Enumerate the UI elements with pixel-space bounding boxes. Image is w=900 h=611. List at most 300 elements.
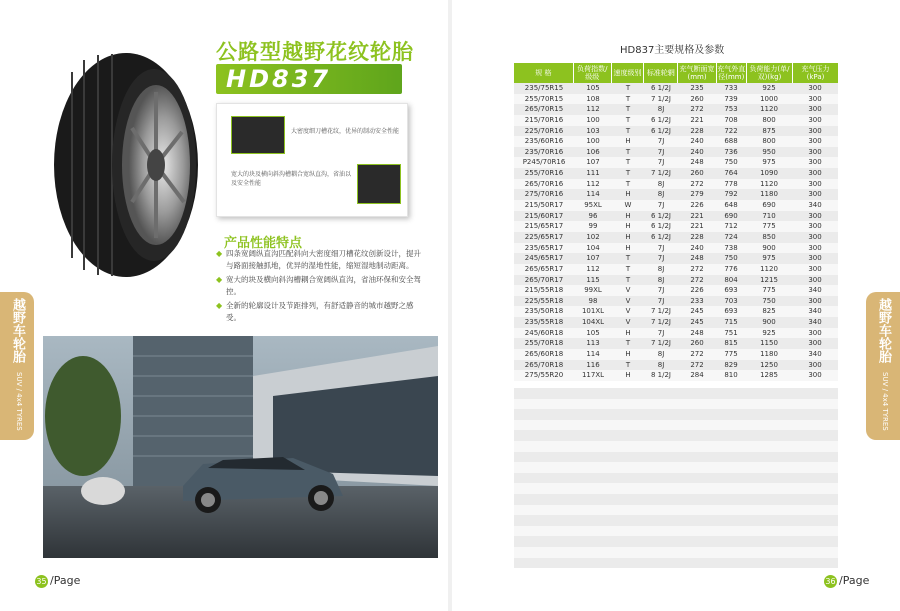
page-number-badge: 36 [825, 576, 836, 586]
table-cell: 226 [690, 286, 704, 295]
table-cell: 753 [724, 105, 738, 114]
table-cell: 228 [690, 126, 704, 135]
table-cell: 750 [762, 296, 776, 305]
table-cell: V [625, 318, 631, 327]
table-row [514, 349, 838, 360]
table-cell: 825 [762, 307, 776, 316]
table-cell: 275/70R16 [524, 190, 564, 199]
empty-table-row [514, 515, 838, 526]
empty-table-row [514, 558, 838, 569]
feature-item: ◆ 宽大的块及横向斜沟槽耦合宽阔纵直沟，省油环保和安全驾控。 [216, 275, 421, 296]
table-cell: 279 [690, 190, 704, 199]
table-cell: 7 1/2J [650, 94, 671, 103]
table-cell: 235/60R16 [524, 137, 564, 146]
table-cell: 115 [586, 275, 600, 284]
table-cell: 733 [724, 84, 738, 92]
table-row [514, 83, 838, 94]
table-cell: H [625, 211, 631, 220]
table-cell: 245/60R18 [524, 328, 564, 337]
table-cell: 1090 [760, 169, 778, 178]
table-cell: 800 [762, 137, 776, 146]
table-cell: T [625, 339, 631, 348]
table-cell: T [625, 179, 631, 188]
table-cell: 775 [762, 222, 776, 231]
table-cell: 260 [690, 169, 704, 178]
table-cell: 99XL [584, 286, 602, 295]
table-row [514, 370, 838, 381]
table-row [514, 221, 838, 232]
table-cell: 722 [724, 126, 738, 135]
table-cell: 111 [586, 169, 600, 178]
table-cell: 7J [657, 254, 665, 263]
tire-image [52, 52, 200, 278]
table-cell: 8J [657, 264, 665, 273]
table-cell: 693 [724, 286, 738, 295]
table-row [514, 285, 838, 296]
tread-caption: 宽大的块及横向斜沟槽耦合宽纵直沟，省油以及安全性能 [231, 171, 352, 187]
table-cell: T [625, 275, 631, 284]
table-cell: 1215 [760, 275, 778, 284]
table-cell: 255/70R18 [524, 339, 564, 348]
table-cell: 112 [586, 105, 600, 114]
table-cell: 104 [586, 243, 600, 252]
table-cell: 1250 [760, 360, 778, 369]
table-cell: 775 [724, 350, 738, 359]
table-cell: 100 [586, 115, 600, 124]
table-cell: 690 [762, 201, 776, 210]
table-cell: 265/65R17 [524, 264, 564, 273]
table-cell: 98 [588, 296, 598, 305]
table-cell: H [625, 137, 631, 146]
table-cell: 6 1/2J [650, 126, 671, 135]
table-cell: 712 [724, 222, 738, 231]
table-row [514, 232, 838, 243]
category-tab-title: 越野车轮胎 [10, 298, 25, 363]
table-cell: 7J [657, 286, 665, 295]
table-row [514, 306, 838, 317]
table-cell: H [625, 350, 631, 359]
table-cell: 6 1/2J [650, 232, 671, 241]
table-cell: 248 [690, 328, 704, 337]
table-cell: 226 [690, 201, 704, 210]
table-header-cell: 负荷能力(单/双)(kg) [747, 63, 793, 83]
table-header-cell: 规 格 [514, 63, 574, 83]
table-row [514, 157, 838, 168]
table-cell: 221 [690, 222, 704, 231]
table-cell: 272 [690, 350, 704, 359]
table-header-cell: 充气断面宽(mm) [678, 63, 716, 83]
empty-table-row [514, 473, 838, 484]
table-row [514, 179, 838, 190]
table-cell: 265/70R18 [524, 360, 564, 369]
table-cell: 215/60R17 [524, 211, 564, 220]
table-cell: 804 [724, 275, 738, 284]
table-cell: 6 1/2J [650, 115, 671, 124]
table-cell: 340 [808, 307, 822, 316]
empty-table-row [514, 462, 838, 473]
table-cell: 255/70R15 [524, 94, 564, 103]
table-cell: 300 [808, 137, 822, 146]
tread-detail-box [216, 103, 408, 217]
table-row [514, 200, 838, 211]
table-cell: 300 [808, 296, 822, 305]
table-cell: 300 [808, 115, 822, 124]
table-cell: 8J [657, 360, 665, 369]
table-cell: 300 [808, 222, 822, 231]
table-row [514, 264, 838, 275]
table-cell: 693 [724, 307, 738, 316]
table-cell: T [625, 264, 631, 273]
table-cell: 8J [657, 350, 665, 359]
table-cell: T [625, 158, 631, 167]
table-cell: H [625, 232, 631, 241]
table-row [514, 253, 838, 264]
table-cell: 1000 [760, 94, 778, 103]
table-cell: 300 [808, 254, 822, 263]
table-cell: 265/70R16 [524, 179, 564, 188]
table-cell: 736 [724, 147, 738, 156]
table-cell: 1285 [760, 371, 778, 380]
page-number-right [824, 574, 869, 588]
table-row [514, 275, 838, 286]
table-cell: 114 [586, 190, 600, 199]
table-cell: 829 [724, 360, 738, 369]
table-row [514, 168, 838, 179]
table-cell: T [625, 126, 631, 135]
table-cell: P245/70R16 [522, 158, 566, 167]
empty-table-row [514, 526, 838, 537]
table-cell: 284 [690, 371, 704, 380]
table-cell: 340 [808, 350, 822, 359]
table-cell: 300 [808, 94, 822, 103]
empty-table-row [514, 420, 838, 431]
table-cell: 708 [724, 115, 738, 124]
table-cell: 300 [808, 328, 822, 337]
table-cell: 703 [724, 296, 738, 305]
table-cell: 7 1/2J [650, 169, 671, 178]
table-cell: 340 [808, 201, 822, 210]
table-row [514, 243, 838, 254]
table-cell: 300 [808, 179, 822, 188]
table-cell: 7 1/2J [650, 339, 671, 348]
table-cell: 710 [762, 211, 776, 220]
table-cell: 235/50R18 [524, 307, 564, 316]
table-cell: 975 [762, 158, 776, 167]
table-cell: 7J [657, 243, 665, 252]
table-cell: 8J [657, 190, 665, 199]
table-row [514, 211, 838, 222]
table-cell: 300 [808, 147, 822, 156]
table-cell: 117XL [581, 371, 605, 380]
table-cell: 300 [808, 232, 822, 241]
page-label: /Page [839, 574, 870, 587]
table-cell: 99 [588, 222, 598, 231]
table-cell: 751 [724, 328, 738, 337]
table-cell: 300 [808, 211, 822, 220]
empty-table-row [514, 547, 838, 558]
table-cell: 245 [690, 318, 704, 327]
table-cell: 750 [724, 158, 738, 167]
table-cell: 235/75R15 [524, 84, 564, 92]
table-cell: 245 [690, 307, 704, 316]
table-row [514, 296, 838, 307]
table-cell: 739 [724, 94, 738, 103]
table-empty-rows [514, 388, 838, 568]
table-cell: 100 [586, 137, 600, 146]
table-cell: 102 [586, 232, 600, 241]
table-cell: 240 [690, 137, 704, 146]
spec-table [514, 63, 838, 381]
page-number-left [35, 574, 80, 588]
table-cell: W [624, 201, 632, 210]
table-cell: 96 [588, 211, 598, 220]
table-header-cell: 速度级别 [612, 63, 644, 83]
table-cell: 724 [724, 232, 738, 241]
table-cell: 7J [657, 137, 665, 146]
table-cell: 6 1/2J [650, 84, 671, 92]
table-cell: 225/70R16 [524, 126, 564, 135]
table-cell: 221 [690, 211, 704, 220]
table-cell: 900 [762, 243, 776, 252]
table-cell: T [625, 169, 631, 178]
table-cell: 272 [690, 360, 704, 369]
table-cell: 7J [657, 328, 665, 337]
table-cell: 300 [808, 105, 822, 114]
table-cell: 340 [808, 286, 822, 295]
table-cell: 108 [586, 94, 600, 103]
table-cell: T [625, 147, 631, 156]
table-cell: 776 [724, 264, 738, 273]
table-cell: 300 [808, 264, 822, 273]
table-cell: 810 [724, 371, 738, 380]
diamond-bullet-icon: ◆ [216, 275, 223, 284]
table-cell: 272 [690, 275, 704, 284]
feature-item: ◆ 全新的轮廓设计及节距排列，有舒适静音的城市越野之感受。 [216, 301, 414, 322]
table-cell: 225/65R17 [524, 232, 564, 241]
table-cell: 778 [724, 179, 738, 188]
table-cell: 6 1/2J [650, 222, 671, 231]
table-cell: 688 [724, 137, 738, 146]
table-cell: 340 [808, 318, 822, 327]
table-cell: 272 [690, 264, 704, 273]
table-cell: 221 [690, 115, 704, 124]
table-cell: V [625, 307, 631, 316]
table-header-cell: 标准轮辋 [644, 63, 678, 83]
diamond-bullet-icon: ◆ [216, 249, 223, 258]
table-row [514, 136, 838, 147]
spec-table-title: HD837主要规格及参数 [620, 45, 725, 56]
table-row [514, 328, 838, 339]
table-cell: 764 [724, 169, 738, 178]
empty-table-row [514, 452, 838, 463]
table-cell: 240 [690, 147, 704, 156]
table-cell: 850 [762, 232, 776, 241]
table-row [514, 189, 838, 200]
table-cell: 7 1/2J [650, 307, 671, 316]
table-cell: 300 [808, 126, 822, 135]
table-cell: 815 [724, 339, 738, 348]
category-tab-right [866, 292, 900, 440]
table-cell: 245/65R17 [524, 254, 564, 263]
table-cell: 104XL [581, 318, 605, 327]
table-cell: 265/70R15 [524, 105, 564, 114]
table-cell: 114 [586, 350, 600, 359]
table-cell: 233 [690, 296, 704, 305]
table-cell: 8J [657, 105, 665, 114]
page-gutter [448, 0, 452, 611]
table-cell: 800 [762, 115, 776, 124]
table-cell: 235/70R16 [524, 147, 564, 156]
table-cell: 738 [724, 243, 738, 252]
table-cell: 975 [762, 254, 776, 263]
table-row [514, 115, 838, 126]
table-cell: 8J [657, 275, 665, 284]
table-cell: 7J [657, 147, 665, 156]
groove-detail-image [357, 164, 401, 204]
table-cell: 275/55R20 [524, 371, 564, 380]
table-cell: H [625, 243, 631, 252]
table-header [514, 63, 838, 83]
diamond-bullet-icon: ◆ [216, 301, 223, 310]
table-row [514, 317, 838, 328]
table-header-cell: 充气外直径(mm) [717, 65, 746, 81]
table-cell: 215/55R18 [524, 286, 564, 295]
empty-table-row [514, 494, 838, 505]
table-cell: 1180 [760, 350, 778, 359]
table-cell: 215/50R17 [524, 201, 564, 210]
table-row [514, 147, 838, 158]
table-cell: 107 [586, 254, 600, 263]
empty-table-row [514, 536, 838, 547]
empty-table-row [514, 483, 838, 494]
table-cell: 116 [586, 360, 600, 369]
table-row [514, 360, 838, 371]
category-tab-subtitle: SUV / 4x4 TYRES [15, 372, 23, 431]
table-cell: 215/70R16 [524, 115, 564, 124]
tread-caption: 大密度细刀槽花纹，优异的制动安全性能 [291, 128, 400, 135]
feature-item: ◆ 四条宽阔纵直沟匹配斜向大密度细刀槽花纹创新设计，提升与路面接触抓地，优异的湿地性能，缩短湿地制动距离。 [216, 249, 421, 270]
table-cell: 101XL [581, 307, 605, 316]
table-cell: T [625, 94, 631, 103]
table-cell: 925 [762, 84, 776, 92]
table-cell: 228 [690, 232, 704, 241]
table-cell: 112 [586, 179, 600, 188]
table-cell: 248 [690, 158, 704, 167]
table-cell: 255/70R16 [524, 169, 564, 178]
table-cell: 792 [724, 190, 738, 199]
table-cell: 248 [690, 254, 704, 263]
table-cell: 215/65R17 [524, 222, 564, 231]
table-cell: T [625, 84, 631, 92]
table-cell: 105 [586, 84, 600, 92]
table-cell: V [625, 296, 631, 305]
table-cell: H [625, 222, 631, 231]
table-cell: 265/70R17 [524, 275, 564, 284]
table-cell: 300 [808, 360, 822, 369]
table-cell: 8 1/2J [650, 371, 671, 380]
table-cell: H [625, 328, 631, 337]
table-cell: 300 [808, 190, 822, 199]
table-cell: 715 [724, 318, 738, 327]
category-tab-left [0, 292, 34, 440]
table-header-cell: 负荷指数/级级 [574, 63, 612, 83]
table-cell: 300 [808, 158, 822, 167]
empty-table-row [514, 430, 838, 441]
table-cell: 7J [657, 201, 665, 210]
table-cell: 300 [808, 84, 822, 92]
table-cell: V [625, 286, 631, 295]
empty-table-row [514, 441, 838, 452]
tread-pattern-image [231, 116, 285, 154]
table-cell: 107 [586, 158, 600, 167]
table-cell: 950 [762, 147, 776, 156]
table-header-cell: 充气压力(kPa) [801, 65, 830, 81]
table-cell: 260 [690, 339, 704, 348]
table-cell: 300 [808, 169, 822, 178]
table-cell: T [625, 360, 631, 369]
table-cell: 260 [690, 94, 704, 103]
table-cell: 300 [808, 339, 822, 348]
empty-table-row [514, 409, 838, 420]
table-cell: 775 [762, 286, 776, 295]
model-name: HD837 [226, 65, 332, 93]
table-cell: 750 [724, 254, 738, 263]
table-row [514, 94, 838, 105]
table-cell: 113 [586, 339, 600, 348]
suv-photo [43, 336, 438, 558]
table-cell: H [625, 190, 631, 199]
table-cell: 875 [762, 126, 776, 135]
table-row [514, 126, 838, 137]
table-cell: 95XL [584, 201, 602, 210]
table-cell: 690 [724, 211, 738, 220]
table-cell: 112 [586, 264, 600, 273]
table-row [514, 104, 838, 115]
table-cell: 8J [657, 179, 665, 188]
table-cell: 900 [762, 318, 776, 327]
table-cell: 272 [690, 179, 704, 188]
table-cell: 925 [762, 328, 776, 337]
category-tab-subtitle: SUV / 4x4 TYRES [881, 372, 889, 431]
table-cell: 103 [586, 126, 600, 135]
features-title: 产品性能特点 [224, 236, 303, 251]
table-cell: 1120 [760, 264, 778, 273]
table-cell: 6 1/2J [650, 211, 671, 220]
table-cell: T [625, 115, 631, 124]
table-cell: 300 [808, 243, 822, 252]
table-cell: 7J [657, 296, 665, 305]
table-cell: 272 [690, 105, 704, 114]
table-cell: T [625, 254, 631, 263]
table-cell: 300 [808, 371, 822, 380]
empty-table-row [514, 388, 838, 399]
category-tab-title: 越野车轮胎 [876, 298, 891, 363]
table-row [514, 338, 838, 349]
table-cell: 235/55R18 [524, 318, 564, 327]
model-banner [216, 64, 402, 94]
table-cell: 1180 [760, 190, 778, 199]
table-cell: 1150 [760, 339, 778, 348]
table-cell: 7 1/2J [650, 318, 671, 327]
page-number-badge: 35 [36, 576, 47, 586]
table-cell: 1120 [760, 105, 778, 114]
table-cell: 648 [724, 201, 738, 210]
table-cell: 1120 [760, 179, 778, 188]
page-label: /Page [50, 574, 81, 587]
empty-table-row [514, 399, 838, 410]
table-cell: 240 [690, 243, 704, 252]
table-cell: 300 [808, 275, 822, 284]
